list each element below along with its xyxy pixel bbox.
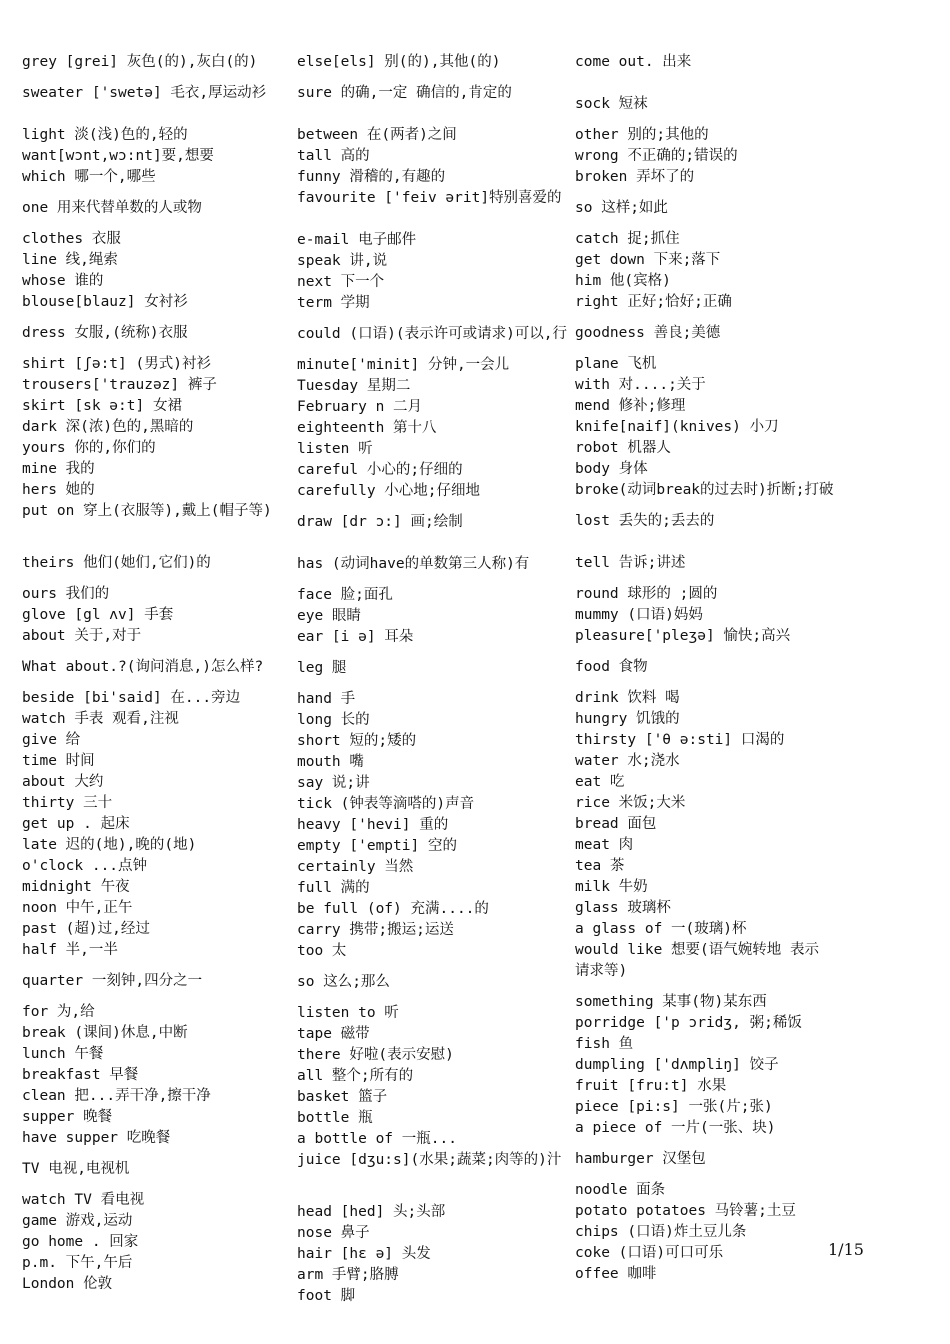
vocab-entry: basket 篮子 [297, 1089, 388, 1105]
vocab-entry: robot 机器人 [575, 440, 671, 456]
vocab-entry: carry 携带;搬运;运送 [297, 922, 454, 938]
vocab-entry: term 学期 [297, 295, 370, 311]
vocab-entry: nose 鼻子 [297, 1225, 370, 1241]
vocab-entry: next 下一个 [297, 274, 385, 290]
vocab-entry: mine 我的 [22, 461, 95, 477]
vocab-entry: has (动词have的单数第三人称)有 [297, 556, 530, 572]
vocab-entry: tall 高的 [297, 148, 370, 164]
column-right [575, 52, 875, 1285]
vocab-entry: for 为,给 [22, 1004, 95, 1020]
vocab-entry: beside [bi'said] 在...旁边 [22, 690, 241, 706]
vocab-entry: carefully 小心地;仔细地 [297, 483, 481, 499]
vocab-entry: hungry 饥饿的 [575, 711, 680, 727]
vocab-entry: sure 的确,一定 确信的,肯定的 [297, 85, 512, 101]
vocab-entry: tea 茶 [575, 858, 625, 874]
vocab-entry: tell 告诉;讲述 [575, 555, 686, 571]
vocab-entry: game 游戏,运动 [22, 1213, 133, 1229]
vocab-entry: about 关于,对于 [22, 628, 142, 644]
vocab-entry: TV 电视,电视机 [22, 1161, 130, 1177]
vocab-entry: draw [dr ɔ:] 画;绘制 [297, 514, 463, 530]
vocab-entry: long 长的 [297, 712, 370, 728]
vocab-entry: so 这么;那么 [297, 974, 390, 990]
vocab-entry: broke(动词break的过去时)折断;打破 [575, 482, 834, 498]
vocab-entry: something 某事(物)某东西 [575, 994, 767, 1010]
vocab-entry: grey [grei] 灰色(的),灰白(的) [22, 54, 258, 70]
vocab-entry: have supper 吃晚餐 [22, 1130, 171, 1146]
vocab-entry: theirs 他们(她们,它们)的 [22, 555, 211, 571]
vocab-entry: chips (口语)炸土豆儿条 [575, 1224, 747, 1240]
vocab-entry: hers 她的 [22, 482, 95, 498]
vocab-entry: late 迟的(地),晚的(地) [22, 837, 197, 853]
vocab-entry: face 脸;面孔 [297, 587, 393, 603]
vocab-entry: yours 你的,你们的 [22, 440, 156, 456]
vocab-entry: arm 手臂;胳膊 [297, 1267, 399, 1283]
vocab-entry: full 满的 [297, 880, 370, 896]
vocab-entry: e-mail 电子邮件 [297, 232, 417, 248]
vocab-entry: pleasure['pleʒə] 愉快;高兴 [575, 628, 791, 644]
vocab-entry: listen to 听 [297, 1005, 399, 1021]
vocab-entry: sock 短袜 [575, 96, 648, 112]
vocab-entry: dress 女服,(统称)衣服 [22, 325, 188, 341]
vocab-entry: with 对....;关于 [575, 377, 706, 393]
vocab-entry: ours 我们的 [22, 586, 110, 602]
vocab-entry: skirt [sk ə:t] 女裙 [22, 398, 182, 414]
vocab-entry: fruit [fru:t] 水果 [575, 1078, 727, 1094]
vocab-entry: supper 晚餐 [22, 1109, 113, 1125]
vocab-entry: catch 捉;抓住 [575, 231, 680, 247]
vocab-entry: break (课间)休息,中断 [22, 1025, 188, 1041]
vocab-entry: shirt [ʃə:t] (男式)衬衫 [22, 356, 211, 372]
vocab-entry: want[wɔnt,wɔ:nt]要,想要 [22, 148, 214, 164]
vocab-entry: heavy ['hevi] 重的 [297, 817, 449, 833]
vocab-entry: glass 玻璃杯 [575, 900, 671, 916]
column-middle [297, 52, 577, 1307]
vocab-entry: between 在(两者)之间 [297, 127, 457, 143]
vocab-entry: quarter 一刻钟,四分之一 [22, 973, 203, 989]
vocab-entry: whose 谁的 [22, 273, 104, 289]
vocab-entry: eighteenth 第十八 [297, 420, 437, 436]
vocab-entry: thirty 三十 [22, 795, 113, 811]
vocab-entry: porridge ['p ɔridʒ, 粥;稀饭 [575, 1015, 802, 1031]
vocab-entry: potato potatoes 马铃薯;土豆 [575, 1203, 796, 1219]
vocab-entry: line 线,绳索 [22, 252, 118, 268]
vocab-entry: certainly 当然 [297, 859, 414, 875]
vocab-entry: noodle 面条 [575, 1182, 666, 1198]
vocab-entry: water 水;浇水 [575, 753, 680, 769]
vocab-entry: fish 鱼 [575, 1036, 634, 1052]
vocab-entry: breakfast 早餐 [22, 1067, 139, 1083]
vocab-entry: plane 飞机 [575, 356, 657, 372]
vocab-entry: Tuesday 星期二 [297, 378, 411, 394]
vocab-entry: too 太 [297, 943, 347, 959]
vocab-entry: go home . 回家 [22, 1234, 139, 1250]
vocab-entry: short 短的;矮的 [297, 733, 417, 749]
vocab-entry: coke (口语)可口可乐 [575, 1245, 724, 1261]
vocab-entry: else[els] 别(的),其他(的) [297, 54, 501, 70]
vocab-entry: speak 讲,说 [297, 253, 388, 269]
vocab-entry: say 说;讲 [297, 775, 370, 791]
vocab-entry: piece [pi:s] 一张(片;张) [575, 1099, 773, 1115]
vocab-entry: about 大约 [22, 774, 104, 790]
vocab-entry: mend 修补;修理 [575, 398, 686, 414]
vocab-entry: empty ['empti] 空的 [297, 838, 457, 854]
vocab-entry: bottle 瓶 [297, 1110, 373, 1126]
vocab-entry: put on 穿上(衣服等),戴上(帽子等) [22, 503, 272, 519]
page-number: 1/15 [828, 1240, 864, 1259]
vocab-entry: o'clock ...点钟 [22, 858, 148, 874]
vocab-entry: hair [hɛ ə] 头发 [297, 1246, 431, 1262]
vocab-entry: eat 吃 [575, 774, 625, 790]
vocab-entry: funny 滑稽的,有趣的 [297, 169, 446, 185]
vocab-entry: time 时间 [22, 753, 95, 769]
vocab-entry: eye 眼睛 [297, 608, 361, 624]
vocab-entry: watch 手表 观看,注视 [22, 711, 179, 727]
vocab-entry: London 伦敦 [22, 1276, 113, 1292]
vocab-entry: tick (钟表等滴嗒的)声音 [297, 796, 475, 812]
vocab-entry: hand 手 [297, 691, 356, 707]
vocab-entry: could (口语)(表示许可或请求)可以,行 [297, 326, 568, 342]
vocab-entry: all 整个;所有的 [297, 1068, 414, 1084]
vocab-entry: one 用来代替单数的人或物 [22, 200, 202, 216]
vocab-entry: a piece of 一片(一张、块) [575, 1120, 776, 1136]
vocab-entry: come out. 出来 [575, 54, 692, 70]
vocab-entry: other 别的;其他的 [575, 127, 709, 143]
vocab-entry: past (超)过,经过 [22, 921, 150, 937]
vocab-entry: foot 脚 [297, 1288, 356, 1304]
vocab-entry: half 半,一半 [22, 942, 118, 958]
vocab-entry: noon 中午,正午 [22, 900, 133, 916]
vocab-entry: goodness 善良;美德 [575, 325, 721, 341]
vocab-entry: drink 饮料 喝 [575, 690, 680, 706]
vocab-entry: so 这样;如此 [575, 200, 668, 216]
vocab-entry: juice [dʒu:s](水果;蔬菜;肉等的)汁 [297, 1152, 562, 1168]
vocab-entry: ear [i ə] 耳朵 [297, 629, 414, 645]
vocab-entry: February n 二月 [297, 399, 423, 415]
column-left [22, 52, 302, 1295]
vocab-entry: rice 米饭;大米 [575, 795, 686, 811]
vocab-entry: offee 咖啡 [575, 1266, 657, 1282]
vocab-entry: a bottle of 一瓶... [297, 1131, 457, 1147]
vocab-entry: careful 小心的;仔细的 [297, 462, 463, 478]
vocab-entry: a glass of 一(玻璃)杯 [575, 921, 747, 937]
vocab-entry: tape 磁带 [297, 1026, 370, 1042]
vocab-entry: glove [gl ʌv] 手套 [22, 607, 174, 623]
vocab-entry: round 球形的 ;圆的 [575, 586, 718, 602]
vocab-entry: leg 腿 [297, 660, 347, 676]
vocab-entry: wrong 不正确的;错误的 [575, 148, 738, 164]
vocab-entry: clothes 衣服 [22, 231, 121, 247]
vocab-entry: favourite ['feiv ərit]特别喜爱的 [297, 190, 562, 206]
vocab-entry: What about.?(询问消息,)怎么样? [22, 659, 264, 675]
vocab-entry: mouth 嘴 [297, 754, 364, 770]
vocab-entry: which 哪一个,哪些 [22, 169, 156, 185]
vocab-entry: meat 肉 [575, 837, 634, 853]
vocab-entry: trousers['trauzəz] 裤子 [22, 377, 217, 393]
vocab-entry: give 给 [22, 732, 81, 748]
vocab-entry: food 食物 [575, 659, 648, 675]
vocab-entry: would like 想要(语气婉转地 表示请求等) [575, 942, 819, 979]
vocab-entry: get down 下来;落下 [575, 252, 721, 268]
vocab-entry: dumpling ['dʌmpliŋ] 饺子 [575, 1057, 779, 1073]
vocab-entry: milk 牛奶 [575, 879, 648, 895]
vocab-entry: body 身体 [575, 461, 648, 477]
vocab-entry: listen 听 [297, 441, 373, 457]
vocab-entry: sweater ['swetə] 毛衣,厚运动衫 [22, 85, 267, 101]
vocab-entry: right 正好;恰好;正确 [575, 294, 732, 310]
vocab-entry: there 好啦(表示安慰) [297, 1047, 454, 1063]
vocab-entry: knife[naif](knives) 小刀 [575, 419, 779, 435]
vocab-entry: p.m. 下午,午后 [22, 1255, 133, 1271]
vocab-entry: be full (of) 充满....的 [297, 901, 489, 917]
vocab-entry: hamburger 汉堡包 [575, 1151, 706, 1167]
vocab-entry: watch TV 看电视 [22, 1192, 145, 1208]
vocab-entry: bread 面包 [575, 816, 657, 832]
vocab-entry: him 他(宾格) [575, 273, 671, 289]
vocab-entry: get up . 起床 [22, 816, 130, 832]
vocab-entry: midnight 午夜 [22, 879, 130, 895]
vocab-entry: clean 把...弄干净,擦干净 [22, 1088, 211, 1104]
vocab-entry: mummy (口语)妈妈 [575, 607, 703, 623]
vocab-entry: dark 深(浓)色的,黑暗的 [22, 419, 194, 435]
vocab-entry: minute['minit] 分钟,一会儿 [297, 357, 510, 373]
vocab-entry: broken 弄坏了的 [575, 169, 695, 185]
vocab-entry: lost 丢失的;丢去的 [575, 513, 715, 529]
vocab-entry: thirsty ['θ ə:sti] 口渴的 [575, 732, 785, 748]
vocab-entry: light 淡(浅)色的,轻的 [22, 127, 188, 143]
vocab-entry: lunch 午餐 [22, 1046, 104, 1062]
vocab-entry: blouse[blauz] 女衬衫 [22, 294, 188, 310]
vocab-entry: head [hed] 头;头部 [297, 1204, 446, 1220]
